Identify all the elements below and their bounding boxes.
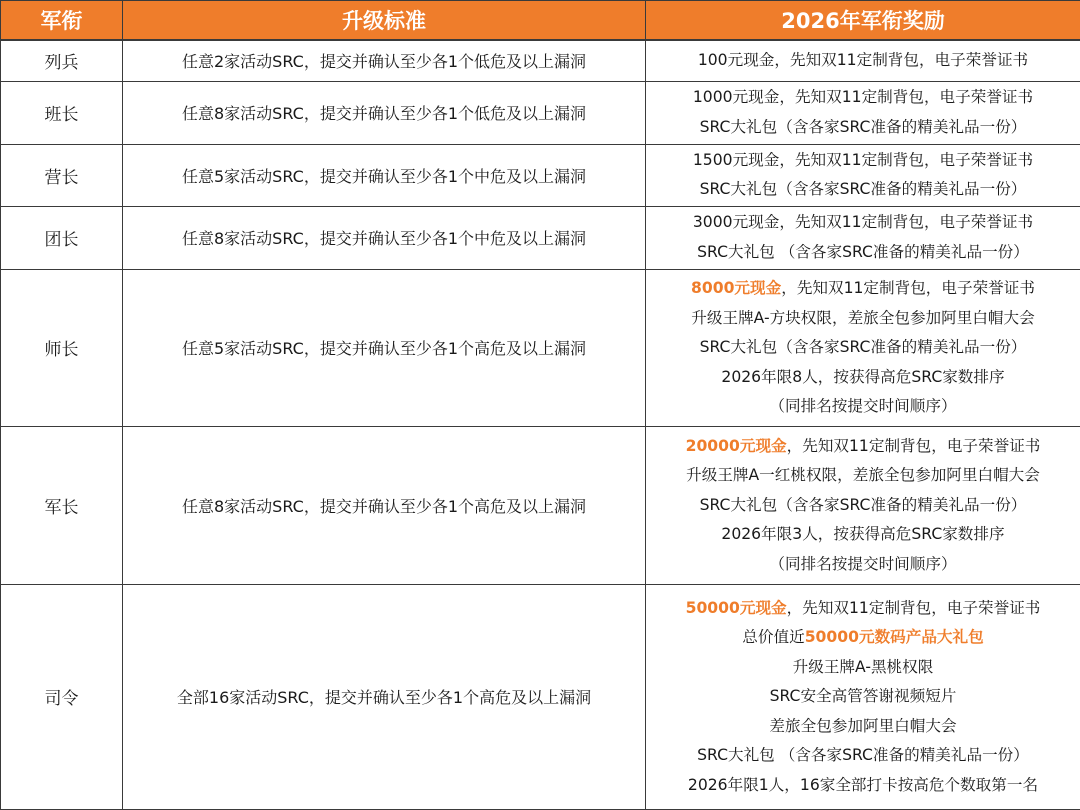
reward-text: SRC大礼包（含各家SRC准备的精美礼品一份） (699, 495, 1027, 514)
rank-cell: 列兵 (1, 40, 123, 81)
reward-text: 2026年限3人，按获得高危SRC家数排序 (721, 525, 1005, 544)
reward-cell (646, 584, 1080, 809)
reward-text: 总价值近 (742, 628, 805, 647)
reward-cell (646, 144, 1080, 207)
table-row (1, 144, 1080, 207)
reward-text: 100元现金，先知双11定制背包，电子荣誉证书 (697, 51, 1029, 70)
reward-line (646, 491, 1080, 521)
reward-text: SRC安全高管答谢视频短片 (769, 687, 957, 706)
reward-line (646, 461, 1080, 491)
reward-text: 升级王牌A-方块权限，差旅全包参加阿里白帽大会 (691, 308, 1035, 327)
reward-line (646, 175, 1080, 205)
reward-line (646, 712, 1080, 742)
reward-text: 差旅全包参加阿里白帽大会 (769, 716, 957, 735)
reward-text: 2026年限8人，按获得高危SRC家数排序 (721, 367, 1005, 386)
reward-cell (646, 81, 1080, 144)
reward-text: 升级王牌A-黑桃权限 (792, 657, 934, 676)
reward-text: 1000元现金，先知双11定制背包，电子荣誉证书 (692, 88, 1034, 107)
reward-text: ，先知双11定制背包，电子荣誉证书 (786, 436, 1041, 455)
reward-line (646, 741, 1080, 771)
reward-text: SRC大礼包 （含各家SRC准备的精美礼品一份） (697, 242, 1029, 261)
reward-text: ，先知双11定制背包，电子荣誉证书 (781, 279, 1035, 298)
reward-line (646, 771, 1080, 801)
requirement-cell: 任意5家活动SRC，提交并确认至少各1个高危及以上漏洞 (123, 269, 646, 427)
reward-cell (646, 269, 1080, 427)
reward-text: SRC大礼包（含各家SRC准备的精美礼品一份） (699, 180, 1027, 199)
table-row (1, 81, 1080, 144)
rank-cell: 营长 (1, 144, 123, 207)
table-body (1, 40, 1080, 810)
reward-highlight: 20000元现金 (685, 436, 787, 455)
reward-highlight: 50000元数码产品大礼包 (804, 628, 984, 647)
reward-text: SRC大礼包 （含各家SRC准备的精美礼品一份） (697, 746, 1029, 765)
reward-line (646, 623, 1080, 653)
reward-line (646, 432, 1080, 462)
reward-highlight: 50000元现金 (685, 598, 787, 617)
reward-line (646, 550, 1080, 580)
header-reward: 2026年军衔奖励 (646, 1, 1080, 41)
reward-line (646, 146, 1080, 176)
reward-line (646, 238, 1080, 268)
reward-text: （同排名按提交时间顺序） (769, 554, 957, 573)
reward-text: SRC大礼包（含各家SRC准备的精美礼品一份） (699, 117, 1027, 136)
reward-line (646, 682, 1080, 712)
reward-line (646, 83, 1080, 113)
reward-line (646, 113, 1080, 143)
rank-cell: 班长 (1, 81, 123, 144)
reward-line (646, 594, 1080, 624)
reward-line (646, 333, 1080, 363)
rank-cell: 军长 (1, 427, 123, 585)
requirement-cell: 任意8家活动SRC，提交并确认至少各1个高危及以上漏洞 (123, 427, 646, 585)
requirement-cell: 任意8家活动SRC，提交并确认至少各1个中危及以上漏洞 (123, 207, 646, 270)
reward-text: 1500元现金，先知双11定制背包，电子荣誉证书 (692, 150, 1034, 169)
reward-line (646, 363, 1080, 393)
reward-text: SRC大礼包（含各家SRC准备的精美礼品一份） (699, 338, 1027, 357)
reward-text: 升级王牌A一红桃权限，差旅全包参加阿里白帽大会 (686, 466, 1040, 485)
table-row (1, 427, 1080, 585)
table-row (1, 207, 1080, 270)
header-rank: 军衔 (1, 1, 123, 41)
reward-line (646, 274, 1080, 304)
requirement-cell: 任意5家活动SRC，提交并确认至少各1个中危及以上漏洞 (123, 144, 646, 207)
table-header-row (1, 1, 1080, 41)
reward-line (646, 208, 1080, 238)
rank-cell: 司令 (1, 584, 123, 809)
reward-cell (646, 427, 1080, 585)
table-row (1, 584, 1080, 809)
reward-text: 3000元现金，先知双11定制背包，电子荣誉证书 (692, 213, 1034, 232)
header-requirement: 升级标准 (123, 1, 646, 41)
reward-line (646, 392, 1080, 422)
reward-line (646, 520, 1080, 550)
requirement-cell: 全部16家活动SRC，提交并确认至少各1个高危及以上漏洞 (123, 584, 646, 809)
reward-highlight: 8000元现金 (691, 279, 782, 298)
table-row (1, 269, 1080, 427)
rank-cell: 师长 (1, 269, 123, 427)
reward-text: ，先知双11定制背包，电子荣誉证书 (786, 598, 1041, 617)
reward-text: （同排名按提交时间顺序） (769, 397, 957, 416)
reward-line (646, 653, 1080, 683)
table-row (1, 40, 1080, 81)
reward-cell (646, 207, 1080, 270)
requirement-cell: 任意8家活动SRC，提交并确认至少各1个低危及以上漏洞 (123, 81, 646, 144)
reward-cell (646, 40, 1080, 81)
rank-cell: 团长 (1, 207, 123, 270)
requirement-cell: 任意2家活动SRC，提交并确认至少各1个低危及以上漏洞 (123, 40, 646, 81)
reward-text: 2026年限1人，16家全部打卡按高危个数取第一名 (687, 775, 1039, 794)
reward-line (646, 304, 1080, 334)
reward-line (646, 46, 1080, 76)
